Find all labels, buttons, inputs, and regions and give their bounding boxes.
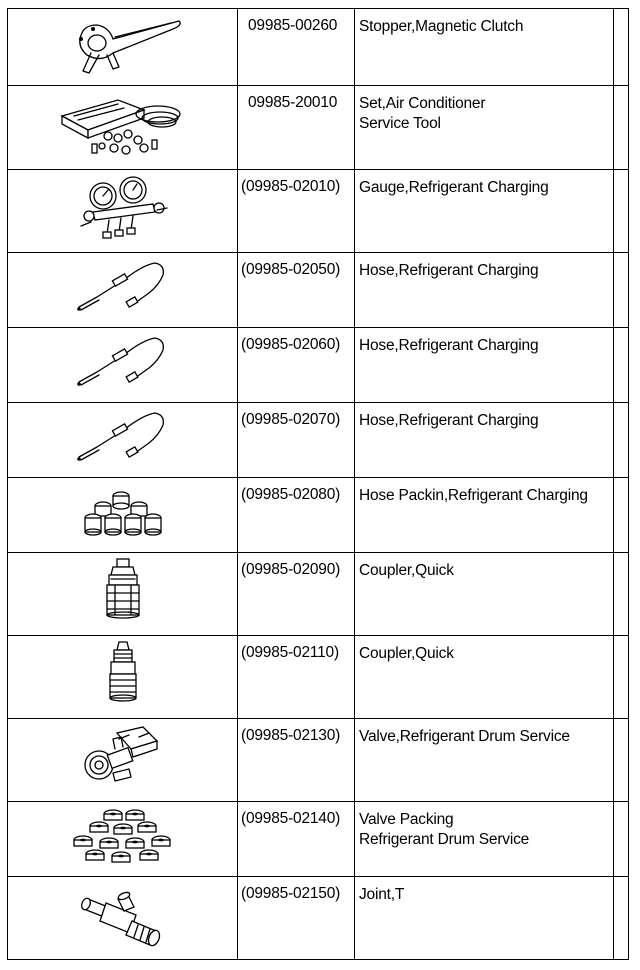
- table-row: [8, 86, 629, 170]
- part-number: (09985-02080): [238, 478, 355, 553]
- t-joint-icon: [78, 877, 168, 953]
- part-number: (09985-02010): [238, 170, 355, 253]
- tool-illustration-cell: [8, 403, 238, 478]
- tool-name-line: Joint,T: [359, 886, 405, 903]
- tool-name: [355, 9, 614, 86]
- part-number: (09985-02060): [238, 328, 355, 403]
- tool-name-line: Hose Packin,Refrigerant Charging: [359, 487, 588, 504]
- part-number: (09985-02110): [238, 636, 355, 719]
- tool-illustration-cell: [8, 636, 238, 719]
- table-row: [8, 478, 629, 553]
- part-number: (09985-02130): [238, 719, 355, 802]
- table-row: [8, 403, 629, 478]
- table-row: [8, 553, 629, 636]
- tool-illustration-cell: [8, 170, 238, 253]
- part-number: (09985-02150): [238, 877, 355, 960]
- blank-cell: [614, 802, 629, 877]
- tool-illustration-cell: [8, 9, 238, 86]
- tool-name: [355, 877, 614, 960]
- tool-name: [355, 403, 614, 478]
- table-row: [8, 636, 629, 719]
- special-tools-table: [7, 8, 629, 960]
- tool-name: [355, 328, 614, 403]
- part-number: (09985-02070): [238, 403, 355, 478]
- tool-name: [355, 802, 614, 877]
- gauge-manifold-icon: [73, 170, 173, 246]
- tool-name-line: Set,Air Conditioner: [359, 95, 486, 112]
- blank-cell: [614, 403, 629, 478]
- part-number: 09985-00260: [238, 9, 355, 86]
- tool-illustration-cell: [8, 802, 238, 877]
- charging-hose-icon: [73, 403, 173, 467]
- table-row: [8, 802, 629, 877]
- tool-name: [355, 86, 614, 170]
- part-number: 09985-20010: [238, 86, 355, 170]
- blank-cell: [614, 9, 629, 86]
- drum-service-valve-icon: [73, 719, 173, 795]
- tool-name-line: Hose,Refrigerant Charging: [359, 262, 539, 279]
- tool-name: [355, 636, 614, 719]
- valve-packing-icon: [63, 802, 183, 868]
- tool-illustration-cell: [8, 553, 238, 636]
- stopper-tool-icon: [53, 9, 193, 79]
- blank-cell: [614, 170, 629, 253]
- tool-name: [355, 478, 614, 553]
- tool-name-line: Gauge,Refrigerant Charging: [359, 179, 549, 196]
- tool-name-line: Stopper,Magnetic Clutch: [359, 18, 524, 35]
- tool-name-line: Refrigerant Drum Service: [359, 831, 530, 848]
- tool-name: [355, 553, 614, 636]
- quick-coupler-small-icon: [98, 636, 148, 712]
- tool-name-line: Coupler,Quick: [359, 645, 454, 662]
- table-row: [8, 877, 629, 960]
- blank-cell: [614, 553, 629, 636]
- blank-cell: [614, 719, 629, 802]
- tool-name: [355, 253, 614, 328]
- tool-name-line: Hose,Refrigerant Charging: [359, 337, 539, 354]
- blank-cell: [614, 253, 629, 328]
- blank-cell: [614, 478, 629, 553]
- table-row: [8, 328, 629, 403]
- tool-name-line: Hose,Refrigerant Charging: [359, 412, 539, 429]
- part-number: (09985-02090): [238, 553, 355, 636]
- charging-hose-icon: [73, 328, 173, 392]
- part-number: (09985-02050): [238, 253, 355, 328]
- tool-name-line: Valve Packing: [359, 811, 454, 828]
- charging-hose-icon: [73, 253, 173, 317]
- tool-name: [355, 719, 614, 802]
- quick-coupler-icon: [93, 553, 153, 629]
- hose-packing-icon: [73, 478, 173, 542]
- tool-illustration-cell: [8, 478, 238, 553]
- blank-cell: [614, 328, 629, 403]
- tool-illustration-cell: [8, 86, 238, 170]
- blank-cell: [614, 636, 629, 719]
- tool-name-line: Valve,Refrigerant Drum Service: [359, 728, 570, 745]
- tool-illustration-cell: [8, 719, 238, 802]
- part-number: (09985-02140): [238, 802, 355, 877]
- table-row: [8, 253, 629, 328]
- blank-cell: [614, 877, 629, 960]
- service-tool-set-icon: [48, 86, 198, 164]
- table-row: [8, 719, 629, 802]
- tool-illustration-cell: [8, 877, 238, 960]
- tool-illustration-cell: [8, 253, 238, 328]
- table-row: [8, 170, 629, 253]
- blank-cell: [614, 86, 629, 170]
- tool-illustration-cell: [8, 328, 238, 403]
- table-row: [8, 9, 629, 86]
- tool-name-line: Service Tool: [359, 115, 441, 132]
- tool-name-line: Coupler,Quick: [359, 562, 454, 579]
- tool-name: [355, 170, 614, 253]
